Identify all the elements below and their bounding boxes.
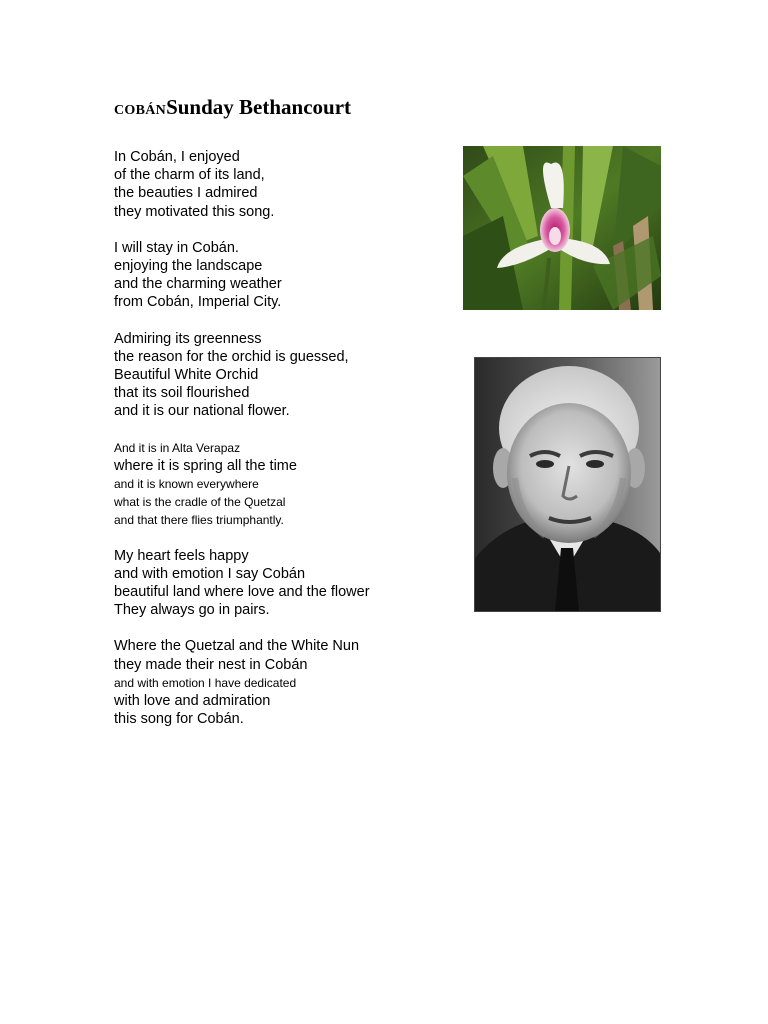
author-portrait-photo (474, 357, 661, 612)
title-place: COBÁN (114, 103, 167, 118)
poem-line: Where the Quetzal and the White Nun (114, 638, 360, 655)
poem-line: where it is spring all the time (114, 457, 297, 474)
poem-line: Beautiful White Orchid (114, 367, 259, 384)
white-orchid-photo (463, 146, 661, 310)
title-author: Sunday Bethancourt (166, 95, 352, 119)
stanza-2 (114, 239, 444, 312)
poem-line: and it is our national flower. (114, 403, 290, 420)
poem-line: They always go in pairs. (114, 602, 270, 619)
poem-line: and it is known everywhere (114, 476, 259, 491)
poem-line: of the charm of its land, (114, 167, 265, 184)
poem-line: My heart feels happy (114, 547, 249, 564)
poem-line: with love and admiration (114, 693, 271, 710)
poem-line: that its soil flourished (114, 385, 250, 402)
stanza-4 (114, 439, 444, 529)
poem-line: the reason for the orchid is guessed, (114, 348, 349, 365)
poem-line: from Cobán, Imperial City. (114, 294, 282, 311)
poem-line: they made their nest in Cobán (114, 656, 308, 673)
poem-line: and the charming weather (114, 276, 282, 293)
poem-line: I will stay in Cobán. (114, 239, 239, 256)
stanza-6 (114, 637, 444, 728)
poem-line: beautiful land where love and the flower (114, 584, 370, 601)
poem-line: and that there flies triumphantly. (114, 512, 284, 527)
poem-line: what is the cradle of the Quetzal (114, 494, 286, 509)
poem-line: the beauties I admired (114, 185, 258, 202)
poem-line: And it is in Alta Verapaz (114, 440, 241, 455)
stanza-5 (114, 547, 444, 620)
stanza-1 (114, 148, 444, 221)
stanza-3 (114, 330, 444, 421)
poem-line: they motivated this song. (114, 203, 275, 220)
poem-line: enjoying the landscape (114, 258, 263, 275)
poem-line: Admiring its greenness (114, 330, 262, 347)
poem-line: this song for Cobán. (114, 711, 244, 728)
poem-line: and with emotion I have dedicated (114, 675, 297, 690)
poem-line: and with emotion I say Cobán (114, 565, 306, 582)
poem (114, 148, 444, 746)
poem-line: In Cobán, I enjoyed (114, 149, 240, 165)
page-title (114, 94, 351, 124)
